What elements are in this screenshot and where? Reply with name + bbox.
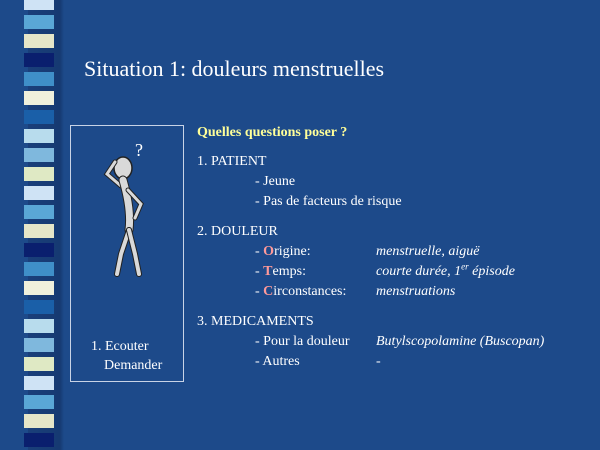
- stripe-block: [24, 300, 54, 314]
- thinking-figure-icon: [101, 134, 157, 284]
- stripe-block: [24, 72, 54, 86]
- caption-line-1: 1. Ecouter: [91, 339, 149, 354]
- patient-item-2: - Pas de facteurs de risque: [255, 194, 402, 209]
- figure-box: [70, 125, 184, 382]
- stripe-block: [24, 319, 54, 333]
- stripe-block: [24, 34, 54, 48]
- medicament-row-autres: - Autres -: [255, 354, 381, 369]
- section-heading-patient: 1. PATIENT: [197, 154, 267, 169]
- question-heading: Quelles questions poser ?: [197, 125, 348, 140]
- douleur-row-circonstances: - Circonstances: menstruations: [255, 284, 456, 299]
- question-mark-symbol: ?: [135, 140, 143, 160]
- key-letter-o: O: [263, 244, 275, 259]
- figure-caption: [71, 337, 183, 375]
- stripe-block: [24, 338, 54, 352]
- douleur-row-temps: - Temps: courte durée, 1er épisode: [255, 261, 515, 279]
- stripe-block: [24, 148, 54, 162]
- section-heading-medicaments: 3. MEDICAMENTS: [197, 314, 314, 329]
- stripe-block: [24, 224, 54, 238]
- stripe-block: [24, 281, 54, 295]
- stripe-block: [24, 262, 54, 276]
- caption-line-2: Demander: [104, 358, 163, 373]
- key-letter-c: C: [263, 284, 274, 299]
- decorative-stripes: [0, 0, 64, 450]
- stripe-block: [24, 433, 54, 447]
- stripe-block: [24, 357, 54, 371]
- stripe-block: [24, 53, 54, 67]
- patient-item-1: - Jeune: [255, 174, 296, 189]
- slide-title: Situation 1: douleurs menstruelles: [84, 56, 385, 81]
- douleur-row-origine: - Origine: menstruelle, aiguë: [255, 244, 480, 259]
- stripe-block: [24, 414, 54, 428]
- stripe-block: [24, 0, 54, 10]
- stripe-block: [24, 91, 54, 105]
- stripe-block: [24, 205, 54, 219]
- stripe-block: [24, 129, 54, 143]
- medicament-row-douleur: - Pour la douleur Butylscopolamine (Buscopan): [255, 334, 545, 349]
- section-heading-douleur: 2. DOULEUR: [197, 224, 278, 239]
- stripe-block: [24, 243, 54, 257]
- stripe-block: [24, 395, 54, 409]
- key-letter-t: T: [263, 264, 273, 279]
- stripe-block: [24, 110, 54, 124]
- stripe-block: [24, 376, 54, 390]
- stripe-block: [24, 167, 54, 181]
- content-area: [197, 123, 597, 372]
- stripe-block: [24, 186, 54, 200]
- stripe-block: [24, 15, 54, 29]
